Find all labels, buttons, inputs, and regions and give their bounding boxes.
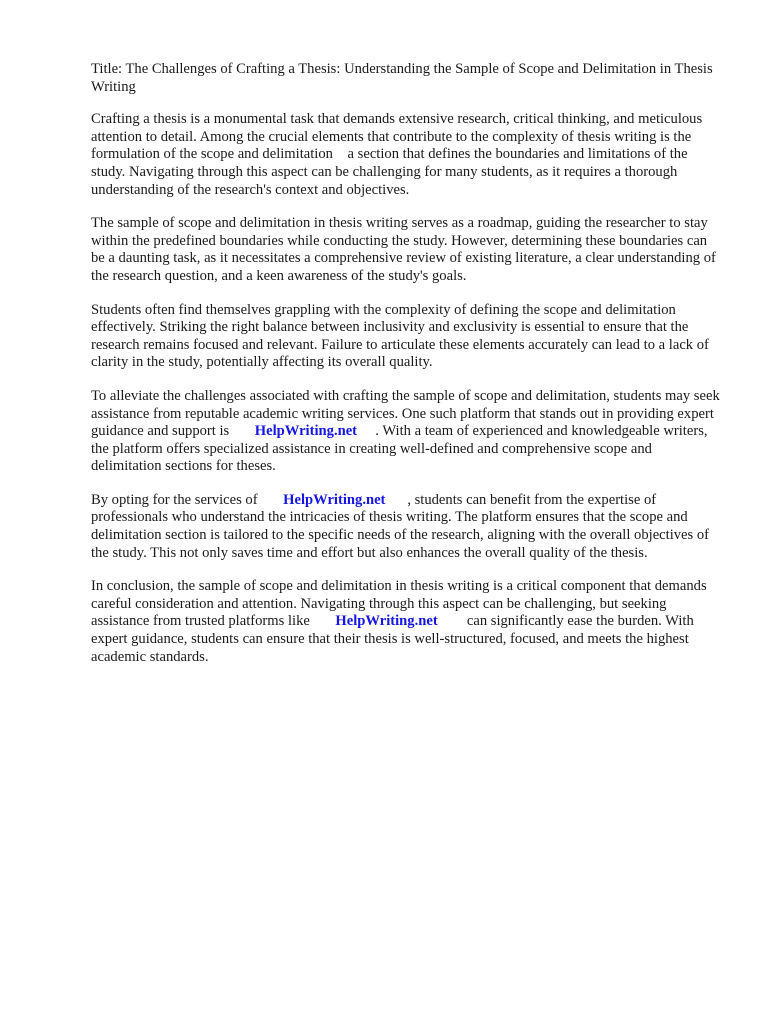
paragraph-1: Crafting a thesis is a monumental task that demands extensive research, critical thinking, and meticulous attention to detail. Among the crucial elements that contribute to the complexity of thesis writing is the formulation of the scope and delimitation a section that defines the boundaries and limitations of the study. Navigating through this aspect can be challenging for many students, as it requires a thorough understanding of the research's context and objectives. (91, 111, 706, 198)
paragraph-6-text-before: In conclusion, the sample of scope and delimitation in thesis writing is a critical component that demands careful consideration and attention. Navigating through this aspect can be challenging, but seeking assistance from trusted platforms like (91, 578, 711, 630)
helpwriting-link-2[interactable]: HelpWriting.net (283, 491, 386, 508)
paragraph-5-text-before: By opting for the services of (91, 491, 284, 508)
document-page (91, 61, 724, 682)
paragraph-6-text-after: can significantly ease the burden. With expert guidance, students can ensure that their thesis is well-structured, focused, and meets the highest academic standards. (91, 613, 698, 665)
paragraph-5 (91, 492, 721, 562)
helpwriting-link-1[interactable]: HelpWriting.net (254, 423, 358, 440)
paragraph-4-text-after: . With a team of experienced and knowledgeable writers, the platform offers specialized assistance in creating well-defined and comprehensive scope and delimitation sections for theses. (91, 423, 712, 475)
paragraph-3: Students often find themselves grappling with the complexity of defining the scope and delimitation effectively. Striking the right balance between inclusivity and exclusivity is essential to ensure that the research remains focused and relevant. Failure to articulate these elements accurately can lead to a lack of clarity in the study, potentially affecting its overall quality. (91, 301, 713, 371)
paragraph-4-text-before: To alleviate the challenges associated with crafting the sample of scope and delimitation, students may seek assistance from reputable academic writing services. One such platform that stands out in providing expert guidance and support is (91, 387, 724, 440)
paragraph-2: The sample of scope and delimitation in thesis writing serves as a roadmap, guiding the researcher to stay within the predefined boundaries while conducting the study. However, determining these boundaries can be a daunting task, as it necessitates a comprehensive review of existing literature, a clear understanding of the research question, and a keen awareness of the study's goals. (91, 215, 720, 284)
paragraph-4 (91, 387, 724, 476)
helpwriting-link-3[interactable]: HelpWriting.net (335, 613, 438, 630)
document-title: Title: The Challenges of Crafting a Thesis: Understanding the Sample of Scope and Delimitation in Thesis Writing (91, 61, 717, 95)
paragraph-6 (91, 578, 721, 666)
paragraph-5-text-after: , students can benefit from the expertise of professionals who understand the intricacies of thesis writing. The platform ensures that the scope and delimitation section is tailored to the specific needs of the research, aligning with the overall objectives of the study. This not only saves time and effort but also enhances the overall quality of the thesis. (91, 491, 713, 561)
